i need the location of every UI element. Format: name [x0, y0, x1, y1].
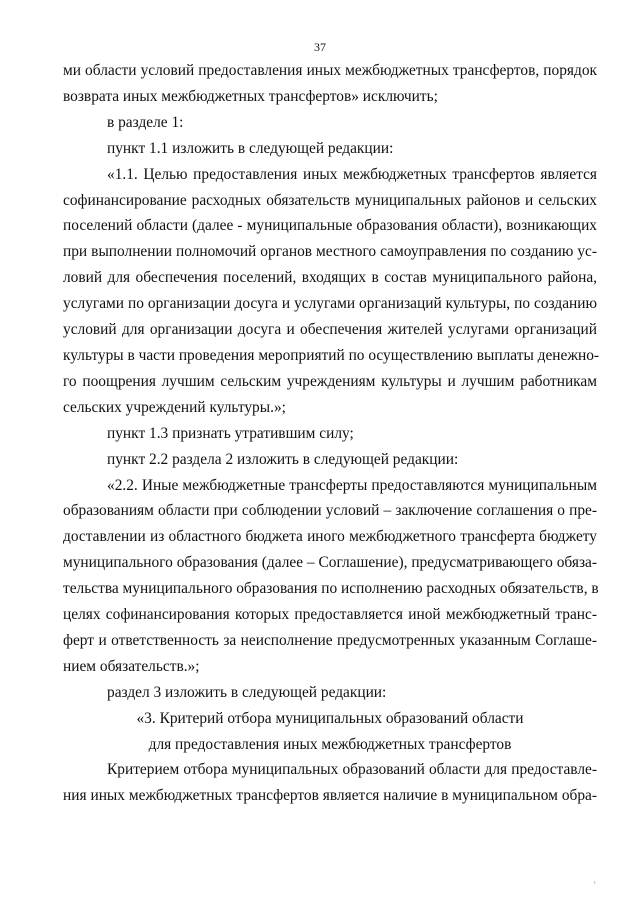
page-number: 37: [314, 40, 326, 54]
scan-mark: ': [594, 880, 596, 890]
paragraph-section-1: в разделе 1:: [107, 113, 184, 131]
paragraph-section-3-text: Критерием отбора муниципальных образований области для предоставле- ния иных межбюджетных трансфертов является наличие в муниципальном обра-: [63, 761, 597, 805]
paragraph-item-2-2-text: «2.2. Иные межбюджетные трансферты предоставляются муниципальным образованиям области при соблюдении условий – заключение соглашения о пре- доставлении из областного бюджета иного межбюджетного трансферта бюджету муниципального образования (далее – Соглашение), предусматривающего обяза- тельства муниципального образования по исполнению расходных обязательств, в целях софинансирования которых предоставляется иной межбюджетный транс- ферт и ответственность за неисполнение предусмотренных указанным Соглаше- нием обязательств.»;: [63, 476, 599, 675]
paragraph-item-2-2-intro: пункт 2.2 раздела 2 изложить в следующей редакции:: [107, 450, 459, 468]
paragraph-continuation: ми области условий предоставления иных межбюджетных трансфертов, порядок возврата иных межбюджетных трансфертов» исключить;: [63, 62, 597, 105]
paragraph-item-1-1-intro: пункт 1.1 изложить в следующей редакции:: [107, 139, 394, 157]
paragraph-section-3-intro: раздел 3 изложить в следующей редакции:: [107, 683, 387, 701]
section-3-heading: «3. Критерий отбора муниципальных образований области для предоставления иных межбюджетных трансфертов: [136, 709, 524, 753]
document-body: [63, 58, 600, 809]
paragraph-item-1-3: пункт 1.3 признать утратившим силу;: [107, 424, 354, 442]
paragraph-item-1-1-text: «1.1. Целью предоставления иных межбюджетных трансфертов является софинансирование расходных обязательств муниципальных районов и сельских поселений области (далее - муниципальные образования области), возникающих при выполнении полномочий органов местного самоуправления по созданию ус- ловий для обеспечения поселений, входящих в состав муниципального района, услугами по организации досуга и услугами организаций культуры, по созданию условий для организации досуга и обеспечения жителей услугами организаций культуры в части проведения мероприятий по осуществлению выплаты денежно- го поощрения лучшим сельским учреждениям культуры и лучшим работникам сельских учреждений культуры.»;: [63, 165, 600, 416]
